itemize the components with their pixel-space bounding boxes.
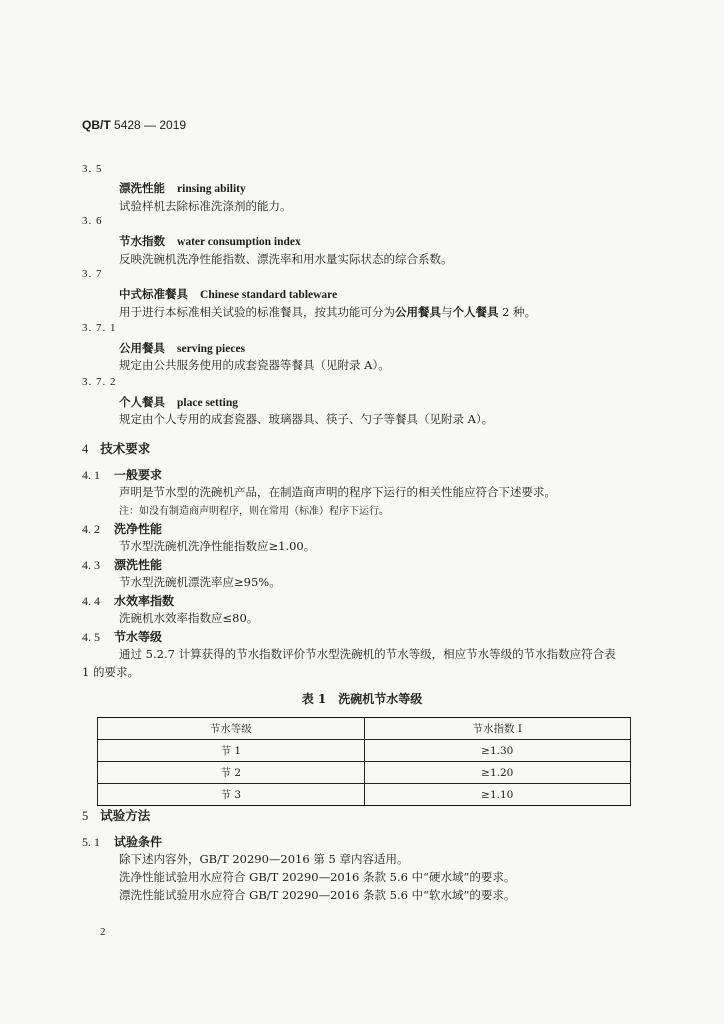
term-en: water consumption index [177,236,301,248]
subsection-number: 4. 5 [82,630,100,644]
term-zh: 漂洗性能 [119,181,165,195]
subsection-number: 4. 1 [82,468,100,482]
grade-cell: 节 3 [98,784,365,806]
table-row [98,762,631,784]
column-header: 节水等级 [98,718,365,740]
term-definition [119,304,536,320]
standard-code: QB/T [82,118,111,132]
section-title: 试验方法 [100,808,151,823]
index-cell: ≥1.20 [364,762,631,784]
subsection-heading [82,628,162,645]
clause-number: 3. 7. 2 [82,376,117,388]
term-heading [119,340,245,356]
water-saving-grade-table [97,717,631,806]
section-heading [82,806,150,824]
subsection-number: 4. 3 [82,558,100,572]
term-en: serving pieces [177,343,246,355]
term-heading [119,180,246,196]
term-zh: 公用餐具 [119,341,165,355]
note: 注：如没有制造商声明程序，则在常用（标准）程序下运行。 [119,506,389,517]
definition-text: 2 种。 [498,305,537,319]
index-cell: ≥1.10 [364,784,631,806]
section-heading [82,439,150,457]
subsection-heading [82,520,162,537]
clause-number: 3. 5 [82,163,103,175]
subsection-heading [82,466,162,483]
paragraph: 漂洗性能试验用水应符合 GB/T 20290—2016 条款 5.6 中“软水域”的要求。 [119,888,516,902]
subsection-heading [82,592,174,609]
section-number: 5 [82,809,89,823]
term-en: Chinese standard tableware [200,289,338,301]
subsection-number: 4. 4 [82,594,100,608]
subsection-number: 4. 2 [82,522,100,536]
term-zh: 个人餐具 [119,395,165,409]
term-definition: 反映洗碗机洗净性能指数、漂洗率和用水量实际状态的综合系数。 [119,252,453,266]
paragraph: 通过 5.2.7 计算获得的节水指数评价节水型洗碗机的节水等级，相应节水等级的节水指数应符合表 [119,647,616,661]
paragraph: 除下述内容外，GB/T 20290—2016 第 5 章内容适用。 [119,852,409,866]
index-cell: ≥1.30 [364,740,631,762]
grade-cell: 节 2 [98,762,365,784]
page-number: 2 [100,926,106,938]
paragraph: 洗净性能试验用水应符合 GB/T 20290—2016 条款 5.6 中“硬水域”的要求。 [119,870,516,884]
clause-number: 3. 7. 1 [82,322,117,334]
term-en: place setting [177,397,239,409]
section-title: 技术要求 [100,441,151,456]
term-zh: 节水指数 [119,234,165,248]
definition-text: 用于进行本标准相关试验的标准餐具，按其功能可分为 [119,305,395,319]
term-definition: 规定由公共服务使用的成套瓷器等餐具（见附录 A）。 [119,358,390,372]
term-en: rinsing ability [177,183,246,195]
subsection-title: 一般要求 [114,468,163,482]
standard-number: 5428 — 2019 [114,118,187,132]
clause-number: 3. 7 [82,268,103,280]
table-row [98,740,631,762]
subsection-title: 水效率指数 [114,594,175,608]
subsection-heading [82,556,162,573]
table-caption: 表 1 洗碗机节水等级 [301,692,423,706]
subsection-title: 漂洗性能 [114,558,163,572]
standard-header [82,118,186,132]
table-header-row [98,718,631,740]
subsection-heading [82,833,162,850]
paragraph: 洗碗机水效率指数应≤80。 [119,611,259,625]
definition-bold: 个人餐具 [452,305,499,319]
paragraph-continuation: 1 的要求。 [82,665,139,679]
clause-number: 3. 6 [82,215,103,227]
paragraph: 声明是节水型的洗碗机产品，在制造商声明的程序下运行的相关性能应符合下述要求。 [119,485,556,499]
subsection-title: 节水等级 [114,630,163,644]
term-definition: 试验样机去除标准洗涤剂的能力。 [119,199,292,213]
table-row [98,784,631,806]
paragraph: 节水型洗碗机漂洗率应≥95%。 [119,575,281,589]
subsection-title: 洗净性能 [114,522,163,536]
term-heading [119,233,301,249]
term-heading [119,286,337,302]
definition-bold: 公用餐具 [395,305,441,319]
paragraph: 节水型洗碗机洗净性能指数应≥1.00。 [119,539,316,553]
subsection-number: 5. 1 [82,835,100,849]
subsection-title: 试验条件 [114,835,163,849]
term-zh: 中式标准餐具 [119,287,188,301]
grade-cell: 节 1 [98,740,365,762]
column-header: 节水指数 I [364,718,631,740]
section-number: 4 [82,442,89,456]
term-definition: 规定由个人专用的成套瓷器、玻璃器具、筷子、勺子等餐具（见附录 A）。 [119,412,494,426]
term-heading [119,394,238,410]
definition-text: 与 [441,305,453,319]
